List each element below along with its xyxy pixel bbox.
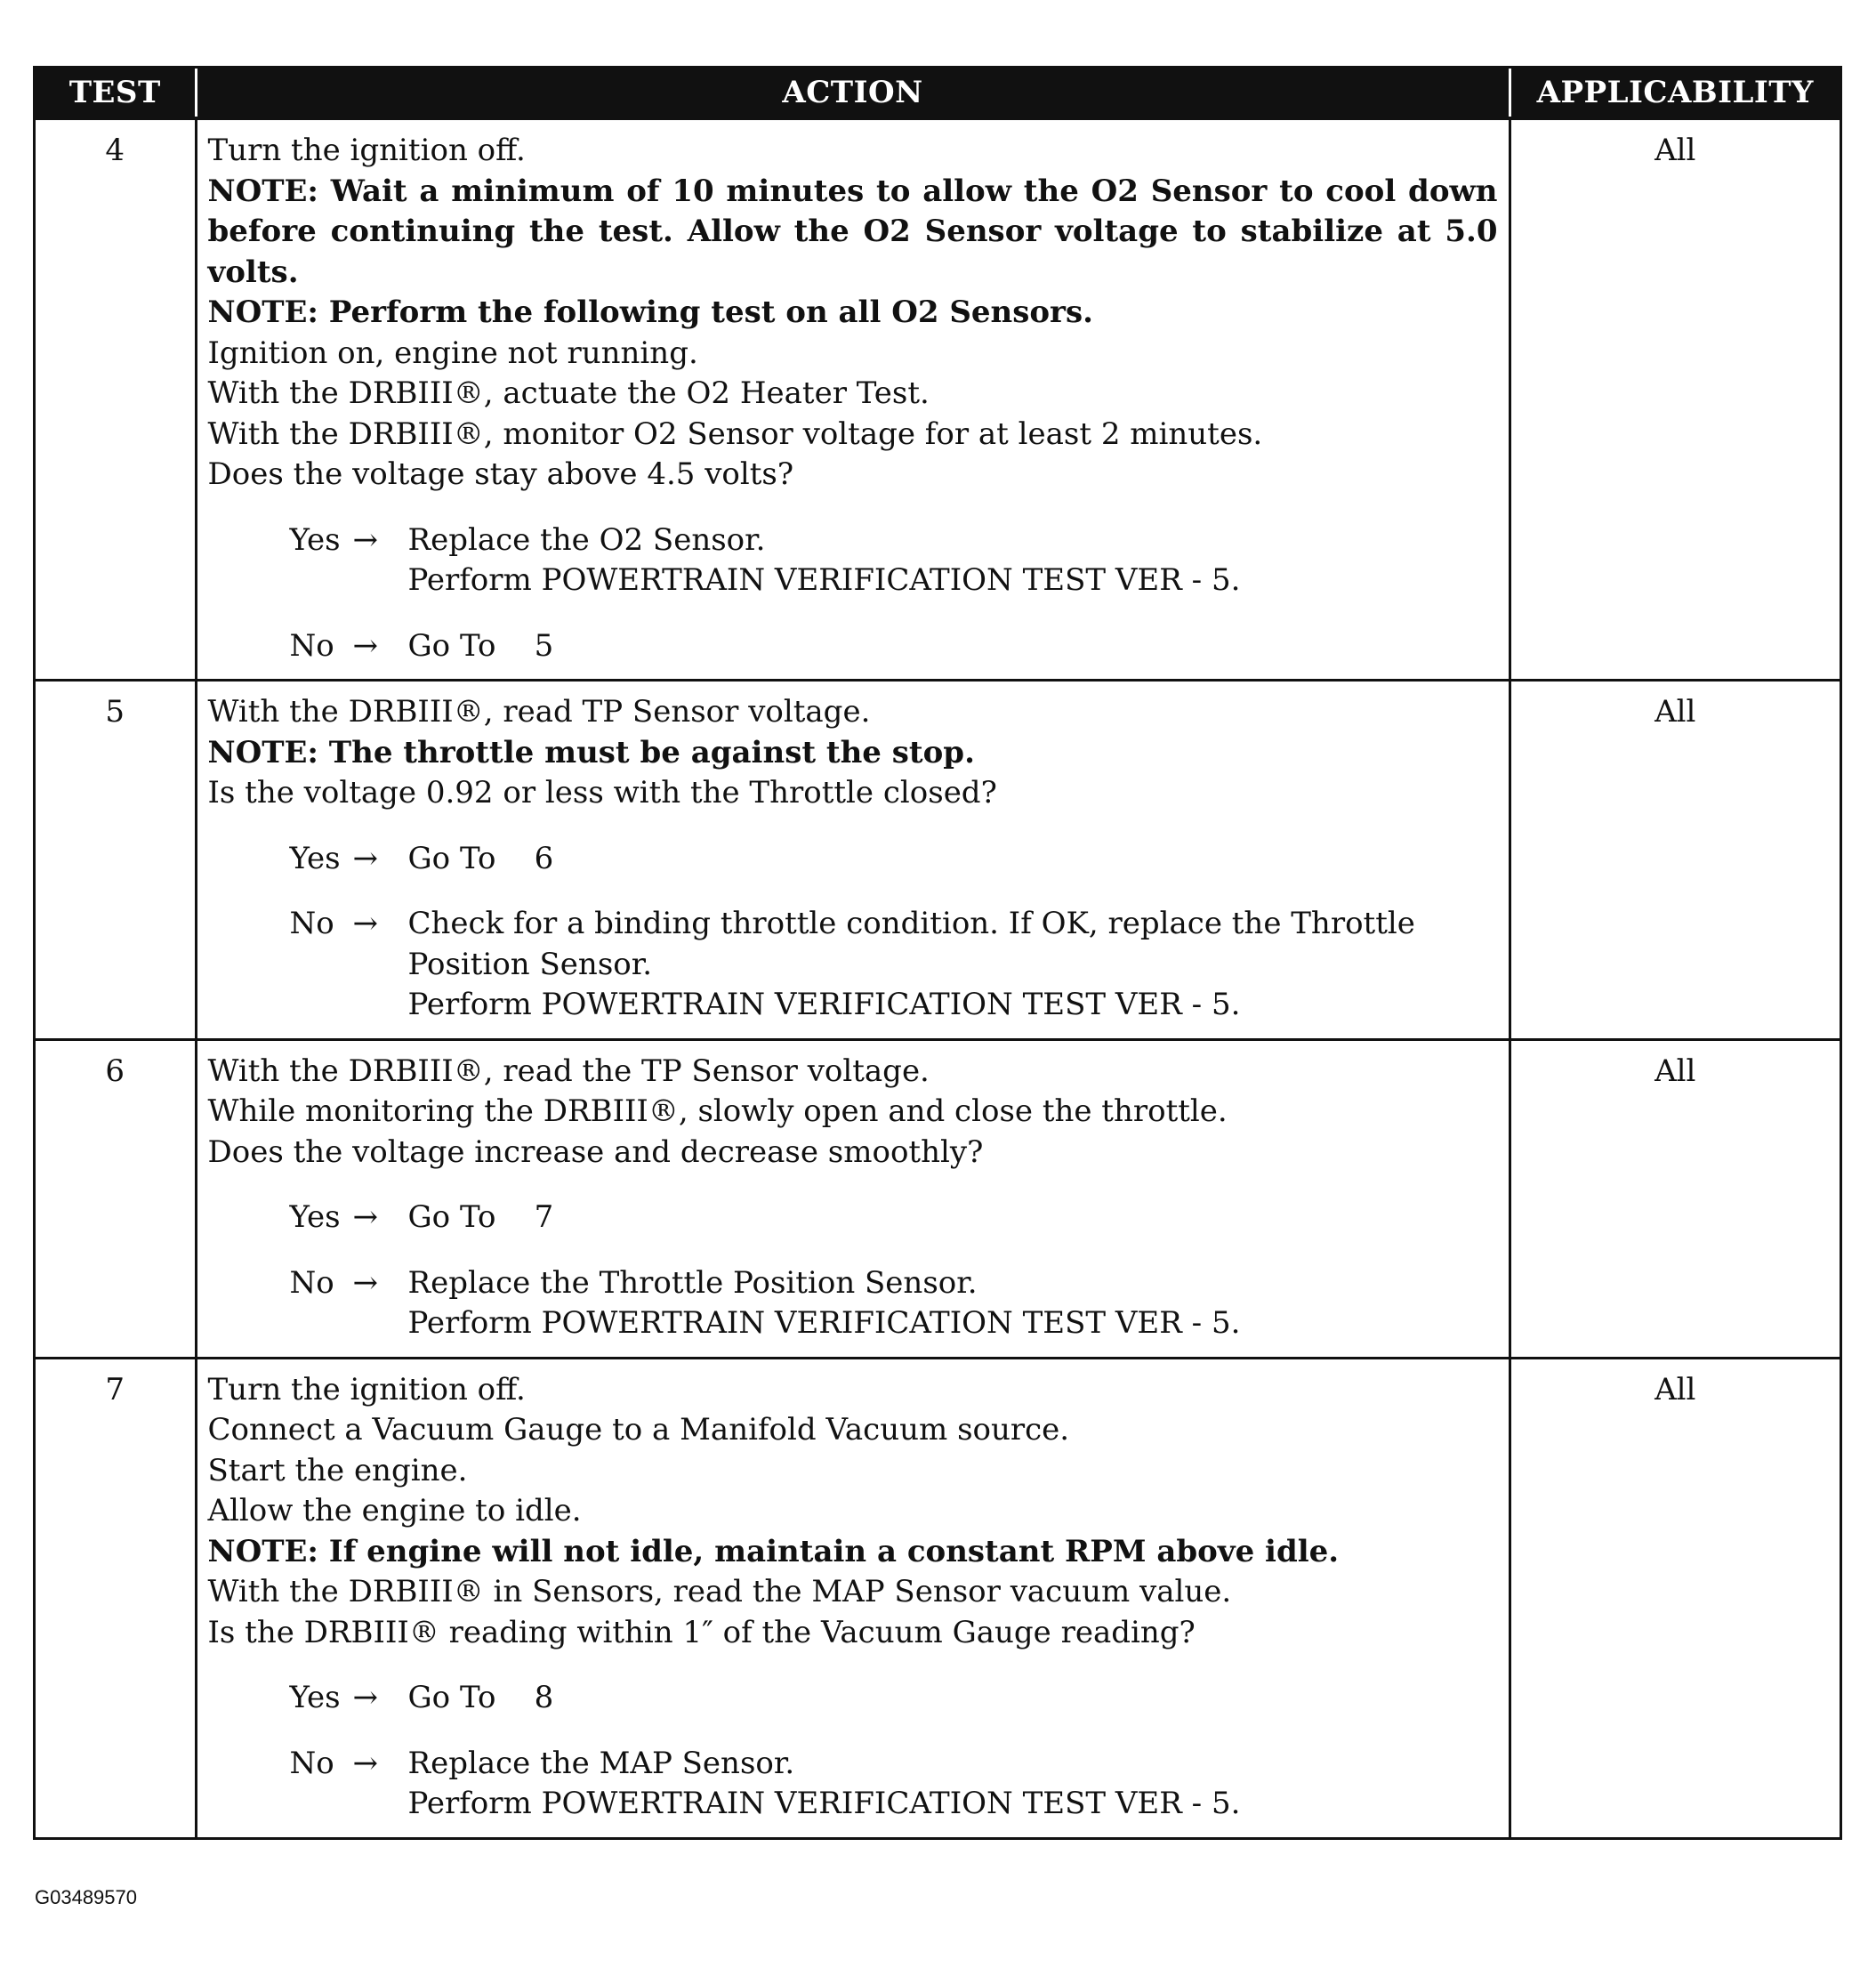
diagnostic-test-table <box>33 66 1842 1840</box>
branch-indent <box>208 839 290 880</box>
branch-answer: No <box>289 906 334 941</box>
action-cell <box>196 681 1510 1040</box>
result-text: Perform POWERTRAIN VERIFICATION TEST VER - 5. <box>407 1305 1241 1341</box>
result-text: Go To 7 <box>407 1199 554 1235</box>
branch-answer: Yes <box>289 840 341 876</box>
branch-result <box>408 1678 1498 1719</box>
table-row <box>36 1358 1840 1837</box>
decision-branch <box>208 1263 1498 1344</box>
branch-result <box>408 1263 1498 1344</box>
branch-result <box>408 904 1498 1026</box>
result-text: Perform POWERTRAIN VERIFICATION TEST VER - 5. <box>407 562 1241 598</box>
test-table <box>36 69 1840 1837</box>
decision-branch <box>208 1678 1498 1719</box>
decision-branch <box>208 520 1498 601</box>
right-arrow-icon: → <box>352 1199 378 1235</box>
action-cell <box>196 1358 1510 1837</box>
table-row <box>36 681 1840 1040</box>
instruction-text: Is the DRBIII® reading within 1″ of the Vacuum Gauge reading? <box>207 1614 1196 1650</box>
table-row <box>36 118 1840 681</box>
branch-indent <box>208 904 290 1026</box>
result-text: Perform POWERTRAIN VERIFICATION TEST VER - 5. <box>407 987 1241 1022</box>
instruction-text: Start the engine. <box>207 1452 468 1488</box>
instruction-text: Does the voltage increase and decrease smoothly? <box>207 1133 984 1170</box>
result-text: Go To 5 <box>407 627 554 664</box>
applicability-cell: All <box>1510 118 1840 681</box>
instruction-text: With the DRBIII® in Sensors, read the MAP Sensor vacuum value. <box>207 1574 1232 1609</box>
instruction-text: Connect a Vacuum Gauge to a Manifold Vacuum source. <box>207 1412 1070 1448</box>
branch-answer: No <box>289 627 334 664</box>
branch-indent <box>208 1198 290 1238</box>
branch-result <box>408 1198 1498 1238</box>
branch-answer: Yes <box>289 1680 341 1715</box>
header-applicability: APPLICABILITY <box>1510 69 1840 118</box>
test-number: 5 <box>36 681 196 1040</box>
branch-answer: Yes <box>289 1199 341 1235</box>
instruction-text: With the DRBIII®, monitor O2 Sensor voltage for at least 2 minutes. <box>207 415 1263 452</box>
header-test: TEST <box>36 69 196 118</box>
branch-result <box>408 520 1498 601</box>
branch-indent <box>208 1678 290 1719</box>
header-action: ACTION <box>196 69 1510 118</box>
instruction-text: With the DRBIII®, read the TP Sensor voltage. <box>207 1053 930 1089</box>
branch-answer: Yes <box>289 521 341 558</box>
test-number: 7 <box>36 1358 196 1837</box>
figure-code: G03489570 <box>35 1886 137 1908</box>
table-body <box>36 118 1840 1837</box>
decision-branch <box>208 904 1498 1026</box>
result-text: Go To 8 <box>407 1680 554 1715</box>
applicability-cell: All <box>1510 1039 1840 1358</box>
action-cell <box>196 118 1510 681</box>
instruction-text: Allow the engine to idle. <box>207 1493 582 1528</box>
result-text: Replace the O2 Sensor. <box>407 521 766 558</box>
applicability-cell: All <box>1510 1358 1840 1837</box>
branch-indent <box>208 1263 290 1344</box>
note-text: NOTE: The throttle must be against the stop. <box>207 734 975 770</box>
result-text: Perform POWERTRAIN VERIFICATION TEST VER - 5. <box>407 1786 1241 1821</box>
action-cell <box>196 1039 1510 1358</box>
instruction-text: Turn the ignition off. <box>207 1371 526 1407</box>
branch-result <box>408 626 1498 667</box>
decision-branch <box>208 839 1498 880</box>
instruction-text: With the DRBIII®, actuate the O2 Heater Test. <box>207 375 930 411</box>
branch-result <box>408 1744 1498 1825</box>
branch-answer: No <box>289 1745 334 1781</box>
test-number: 4 <box>36 118 196 681</box>
note-text: NOTE: Perform the following test on all O2 Sensors. <box>207 294 1093 330</box>
instruction-text: Turn the ignition off. <box>207 133 526 168</box>
decision-branch <box>208 1198 1498 1238</box>
instruction-text: Is the voltage 0.92 or less with the Throttle closed? <box>207 775 997 811</box>
table-row <box>36 1039 1840 1358</box>
result-text: Go To 6 <box>407 840 554 876</box>
right-arrow-icon: → <box>352 1745 378 1781</box>
right-arrow-icon: → <box>352 1264 378 1301</box>
decision-branch <box>208 626 1498 667</box>
result-text: Replace the Throttle Position Sensor. <box>407 1264 978 1301</box>
right-arrow-icon: → <box>352 521 378 558</box>
branch-indent <box>208 1744 290 1825</box>
instruction-text: While monitoring the DRBIII®, slowly open and close the throttle. <box>207 1093 1228 1129</box>
branch-indent <box>208 626 290 667</box>
instruction-text: Ignition on, engine not running. <box>207 335 698 371</box>
instruction-text: Does the voltage stay above 4.5 volts? <box>207 456 794 492</box>
branch-answer: No <box>289 1264 334 1301</box>
result-text: Replace the MAP Sensor. <box>407 1745 795 1781</box>
right-arrow-icon: → <box>352 627 378 664</box>
decision-branch <box>208 1744 1498 1825</box>
applicability-cell: All <box>1510 681 1840 1040</box>
right-arrow-icon: → <box>352 1680 378 1715</box>
result-text: Check for a binding throttle condition. If OK, replace the Throttle Position Sensor. <box>407 906 1425 982</box>
test-number: 6 <box>36 1039 196 1358</box>
header-row <box>36 69 1840 118</box>
right-arrow-icon: → <box>352 840 378 876</box>
instruction-text: With the DRBIII®, read TP Sensor voltage. <box>207 694 871 730</box>
right-arrow-icon: → <box>352 906 378 941</box>
note-text: NOTE: If engine will not idle, maintain a constant RPM above idle. <box>207 1533 1340 1569</box>
branch-result <box>408 839 1498 880</box>
branch-indent <box>208 520 290 601</box>
note-text: NOTE: Wait a minimum of 10 minutes to allow the O2 Sensor to cool down before continuing the test. Allow the O2 Sensor voltage to stabilize at 5.0 volts. <box>207 173 1498 290</box>
